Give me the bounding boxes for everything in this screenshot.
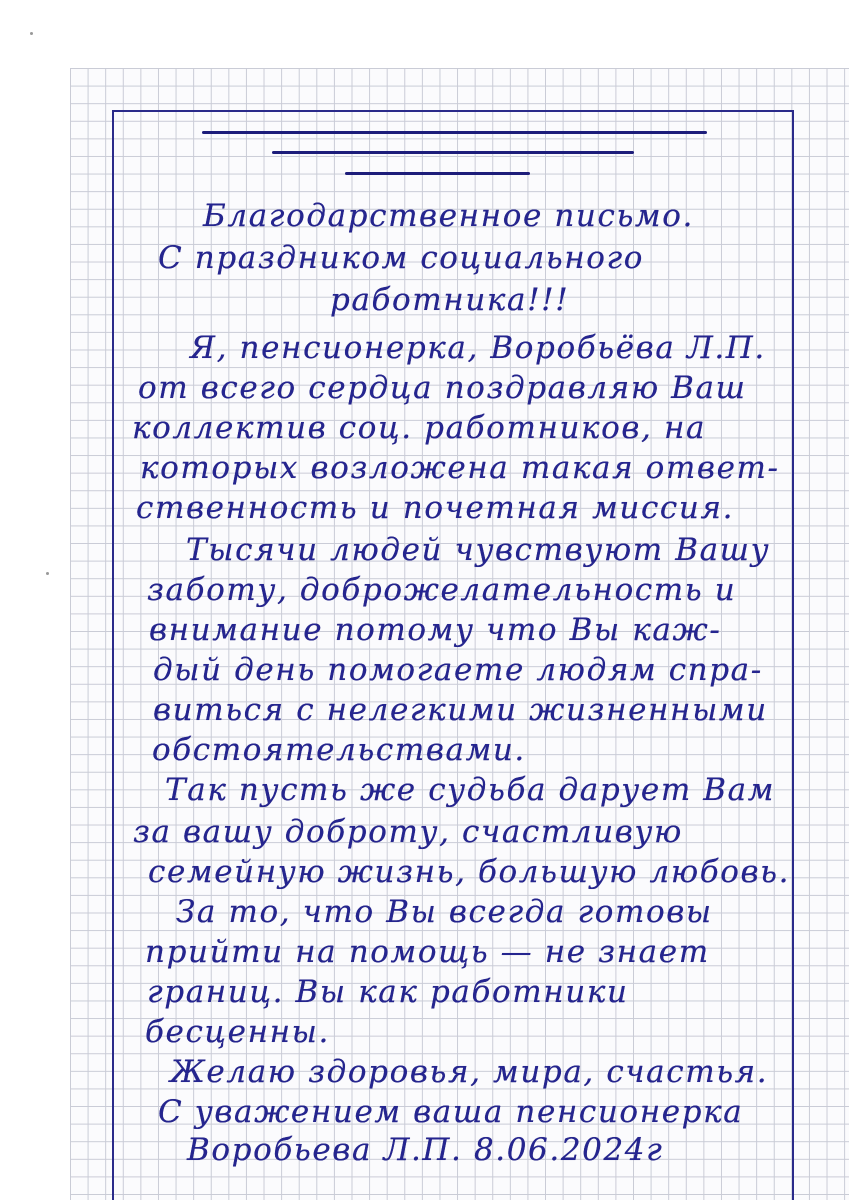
letter-text-line: дый день помогаете людям спра- — [153, 652, 763, 688]
letter-text-line: прийти на помощь — не знает — [145, 934, 710, 970]
letter-text-line: Желаю здоровья, мира, счастья. — [170, 1054, 769, 1090]
letter-text-line: За то, что Вы всегда готовы — [176, 894, 713, 930]
letter-text-line: которых возложена такая ответ- — [140, 450, 780, 486]
letter-text-line: Тысячи людей чувствуют Вашу — [186, 532, 771, 568]
letter-text-line: границ. Вы как работники — [147, 974, 629, 1010]
letter-text-line: ственность и почетная миссия. — [136, 490, 735, 526]
letter-text-line: заботу, доброжелательность и — [147, 572, 737, 608]
letter-greeting-line: работника!!! — [330, 282, 570, 318]
letter-text-line: от всего сердца поздравляю Ваш — [138, 370, 747, 406]
letter-text-line: внимание потому что Вы каж- — [149, 612, 722, 648]
letter-text-line: виться с нелегкими жизненными — [153, 692, 768, 728]
letter-text-line: за вашу доброту, счастливую — [133, 814, 683, 850]
scan-speck — [30, 32, 33, 35]
top-ornament-line-2 — [272, 151, 634, 154]
letter-text-line: С уважением ваша пенсионерка — [158, 1094, 744, 1130]
letter-text-line: семейную жизнь, большую любовь. — [148, 854, 791, 890]
letter-greeting-line: С праздником социального — [158, 240, 645, 276]
letter-text-line: коллектив соц. работников, на — [132, 410, 707, 446]
letter-text-line: бесценны. — [145, 1014, 330, 1050]
top-ornament-line-1 — [202, 131, 707, 134]
letter-text-line: обстоятельствами. — [152, 732, 526, 768]
letter-title: Благодарственное письмо. — [203, 198, 694, 234]
top-ornament-line-3 — [345, 172, 530, 175]
letter-text-line: Я, пенсионерка, Воробьёва Л.П. — [190, 330, 766, 366]
scan-speck — [46, 572, 49, 575]
letter-text-line: Так пусть же судьба дарует Вам — [165, 772, 776, 808]
letter-text-line: Воробьева Л.П. 8.06.2024г — [187, 1132, 664, 1168]
